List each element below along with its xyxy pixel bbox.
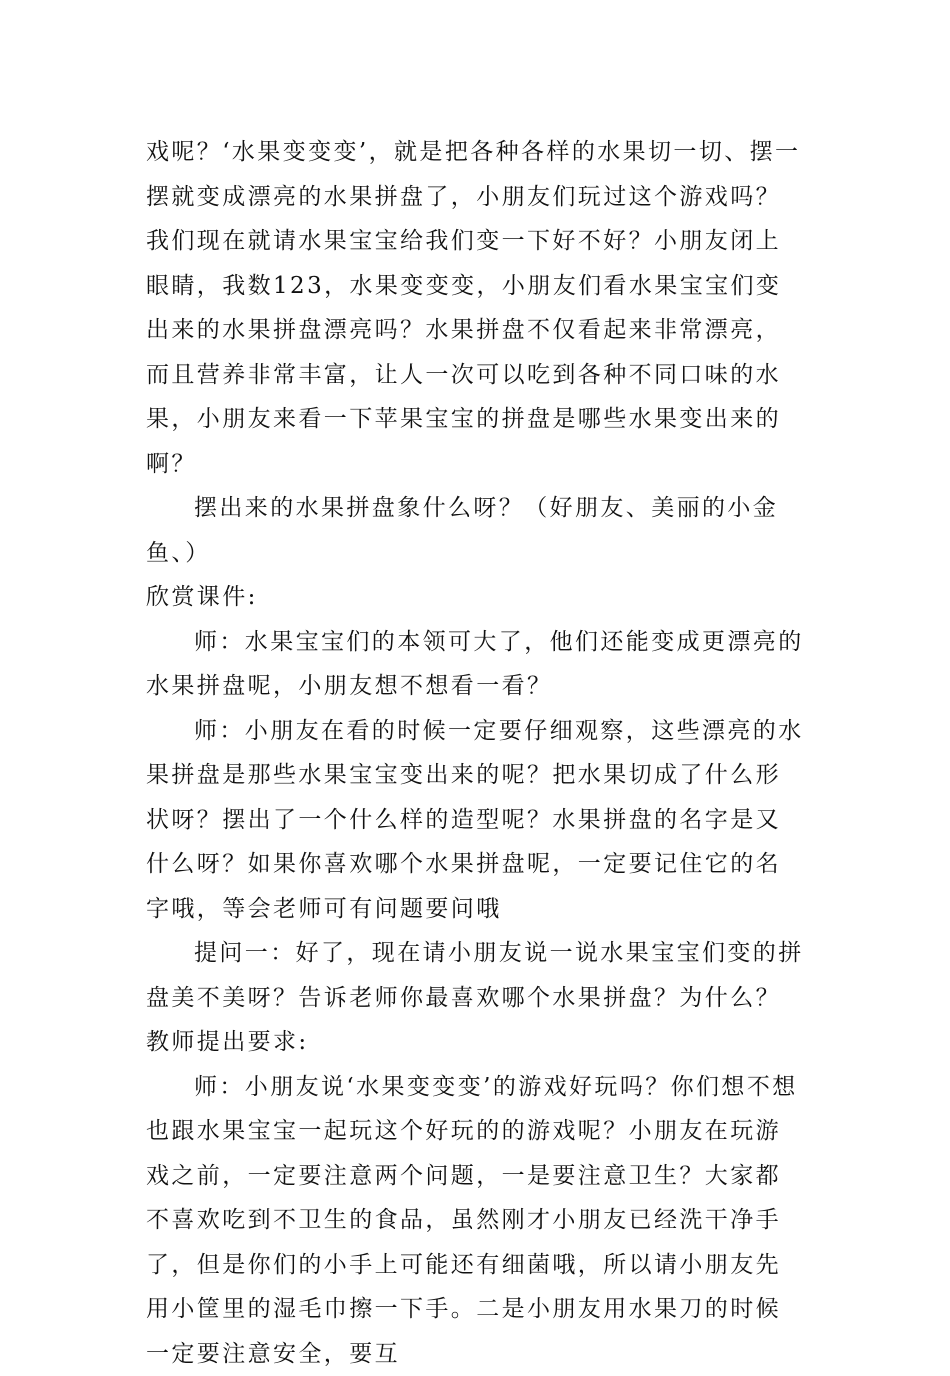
paragraph-1: 戏呢？‘水果变变变’，就是把各种各样的水果切一切、摆一摆就变成漂亮的水果拼盘了，小朋友们玩过这个游戏吗？我们现在就请水果宝宝给我们变一下好不好？小朋友闭上眼睛，我数123，水果变变变，小朋友们看水果宝宝们变出来的水果拼盘漂亮吗？水果拼盘不仅看起来非常漂亮，而且营养非常丰富，让人一次可以吃到各种不同口味的水果，小朋友来看一下苹果宝宝的拼盘是哪些水果变出来的啊？ — [146, 130, 806, 486]
paragraph-8: 师：小朋友说‘水果变变变’的游戏好玩吗？你们想不想也跟水果宝宝一起玩这个好玩的的游戏呢？小朋友在玩游戏之前，一定要注意两个问题，一是要注意卫生？大家都不喜欢吃到不卫生的食品，虽然刚才小朋友已经洗干净手了，但是你们的小手上可能还有细菌哦，所以请小朋友先用小筐里的湿毛巾擦一下手。二是小朋友用水果刀的时候一定要注意安全，要互 — [146, 1065, 806, 1376]
document-body — [146, 130, 806, 1376]
paragraph-2: 摆出来的水果拼盘象什么呀？（好朋友、美丽的小金 鱼、） — [146, 486, 806, 575]
paragraph-5: 师：小朋友在看的时候一定要仔细观察，这些漂亮的水果拼盘是那些水果宝宝变出来的呢？把水果切成了什么形状呀？摆出了一个什么样的造型呢？水果拼盘的名字是又什么呀？如果你喜欢哪个水果拼盘呢，一定要记住它的名字哦，等会老师可有问题要问哦 — [146, 709, 806, 932]
section-label-courseware: 欣赏课件: — [146, 575, 806, 620]
section-label-requirements: 教师提出要求: — [146, 1020, 806, 1065]
paragraph-4: 师：水果宝宝们的本领可大了，他们还能变成更漂亮的水果拼盘呢，小朋友想不想看一看？ — [146, 620, 806, 709]
paragraph-6: 提问一：好了，现在请小朋友说一说水果宝宝们变的拼盘美不美呀？告诉老师你最喜欢哪个水果拼盘？为什么？ — [146, 931, 806, 1020]
